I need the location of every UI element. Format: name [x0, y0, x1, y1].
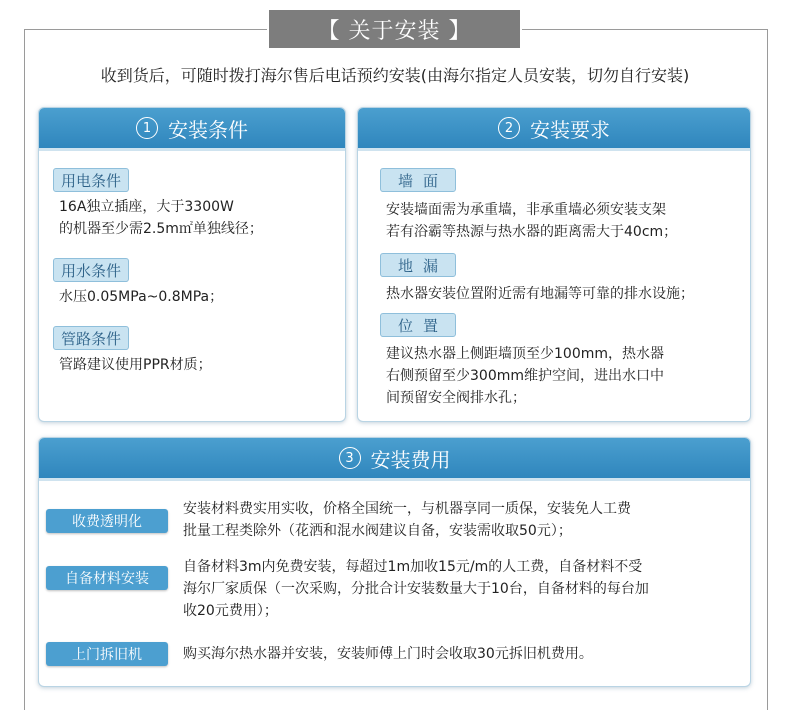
wall-line-2: 若有浴霸等热源与热水器的距离需大于40cm；: [386, 224, 678, 240]
position-tag: 位置: [380, 313, 456, 337]
transparent-line-2: 批量工程类除外（花洒和混水阀建议自备，安装需收取50元）；: [183, 523, 572, 539]
electric-line-1: 16A独立插座，大于3300W: [59, 199, 234, 215]
position-line-3: 间预留安全阀排水孔；: [386, 390, 526, 406]
position-line-1: 建议热水器上侧距墙顶至少100mm，热水器: [386, 346, 664, 362]
self-material-line-1: 自备材料3m内免费安装，每超过1m加收15元/m的人工费，自备材料不受: [183, 559, 643, 575]
removal-tag: 上门拆旧机: [46, 642, 168, 666]
water-line-1: 水压0.05MPa~0.8MPa；: [59, 289, 224, 305]
fees-header: [39, 438, 750, 481]
self-material-line-2: 海尔厂家质保（一次采购，分批合计安装数量大于10台，自备材料的每台加: [183, 581, 649, 597]
electric-line-2: 的机器至少需2.5m㎡单独线径；: [59, 221, 263, 237]
wall-line-1: 安装墙面需为承重墙，非承重墙必须安装支架: [386, 202, 666, 218]
pipe-tag: 管路条件: [53, 326, 129, 350]
transparent-tag: 收费透明化: [46, 509, 168, 533]
removal-line-1: 购买海尔热水器并安装，安装师傅上门时会收取30元拆旧机费用。: [183, 646, 593, 662]
title-banner: [267, 8, 522, 50]
conditions-header: [39, 108, 345, 151]
water-tag: 用水条件: [53, 258, 129, 282]
conditions-heading: 安装条件: [168, 117, 248, 142]
self-material-tag: 自备材料安装: [46, 566, 168, 590]
requirements-number: 2: [498, 117, 520, 139]
drain-tag: 地漏: [380, 253, 456, 277]
transparent-line-1: 安装材料费实用实收，价格全国统一，与机器享同一质保，安装免人工费: [183, 501, 631, 517]
fees-number: 3: [339, 447, 361, 469]
conditions-card: [38, 107, 346, 422]
conditions-number: 1: [136, 117, 158, 139]
self-material-line-3: 收20元费用）；: [183, 603, 278, 619]
electric-tag: 用电条件: [53, 168, 129, 192]
requirements-card: [357, 107, 751, 422]
wall-tag: 墙面: [380, 168, 456, 192]
requirements-header: [358, 108, 750, 151]
position-line-2: 右侧预留至少300mm维护空间，进出水口中: [386, 368, 664, 384]
intro-text: 收到货后，可随时拨打海尔售后电话预约安装(由海尔指定人员安装，切勿自行安装): [100, 66, 690, 85]
requirements-heading: 安装要求: [530, 117, 610, 142]
page-title: 【 关于安装 】: [269, 10, 520, 48]
fees-heading: 安装费用: [370, 447, 451, 472]
pipe-line-1: 管路建议使用PPR材质；: [59, 357, 212, 373]
drain-line-1: 热水器安装位置附近需有地漏等可靠的排水设施；: [386, 286, 694, 302]
